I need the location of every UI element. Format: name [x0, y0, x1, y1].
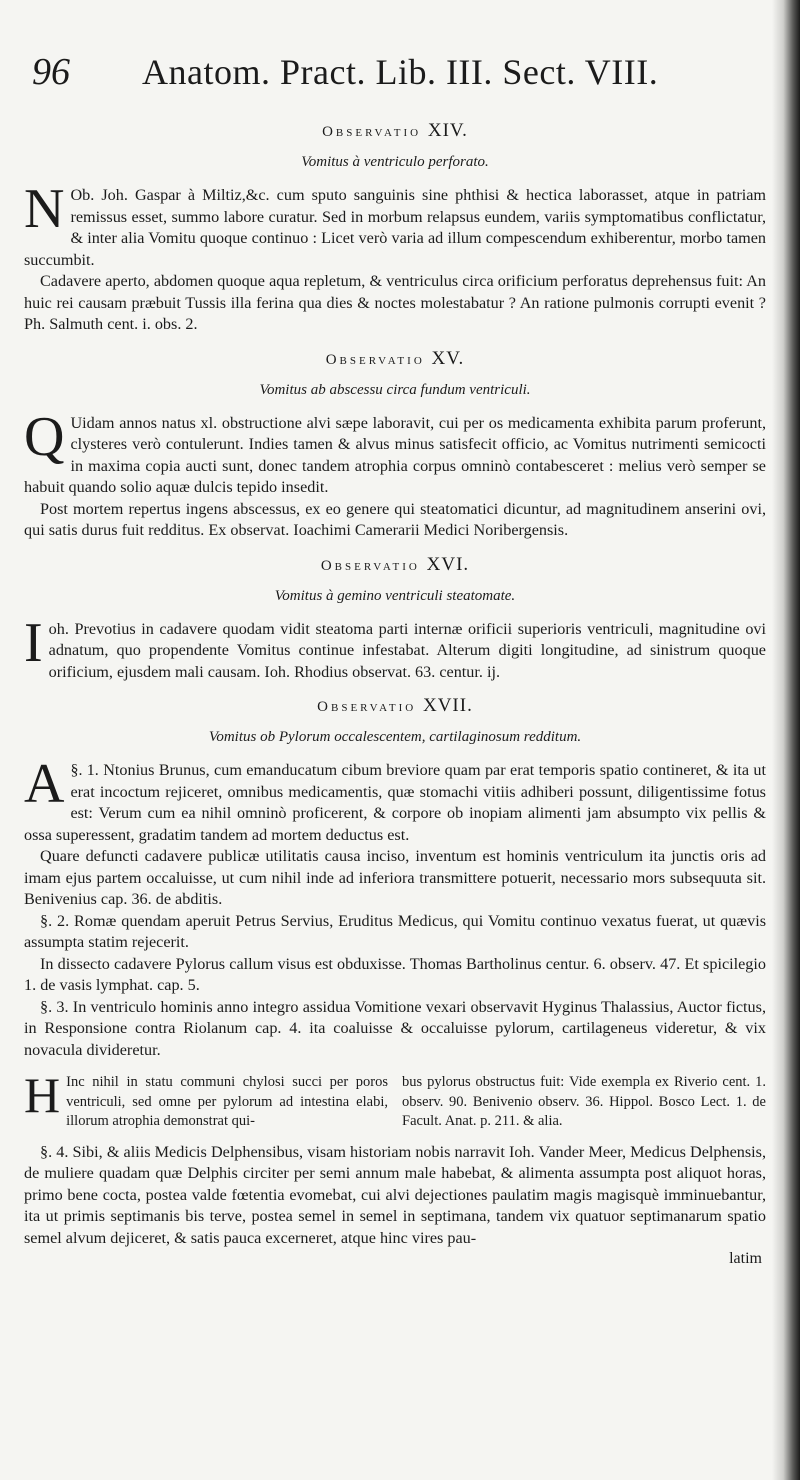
drop-cap: H: [24, 1067, 61, 1123]
observatio-numeral: XV.: [431, 347, 465, 369]
observatio-label: Observatio: [317, 699, 417, 715]
scholium-left-column: [24, 1067, 388, 1132]
observatio-14-paragraph-2: Cadavere aperto, abdomen quoque aqua repletum, & ventriculus circa orificium perforatus deprehensus fuit: An huic rei causam præbuit Tussis illa ferina qua dies & noctes molestabatur ? An ratione pulmonis corrupti evenit ? Ph. Salmuth cent. i. obs. 2.: [24, 272, 766, 333]
drop-cap: Q: [24, 405, 65, 468]
observatio-17-section-1-paragraph-2: Quare defuncti cadavere publicæ utilitatis causa inciso, inventum est hominis ventriculum ita junctis oris ad imam ejus partem occaluisse, ut cum nihil inde ad inferiora transmittere potuerit, necessario mors subsequuta sit. Benivenius cap. 36. de abditis.: [24, 847, 766, 908]
observatio-17-heading: [24, 695, 766, 717]
observatio-numeral: XIV.: [427, 120, 468, 141]
observatio-17-section-2: §. 2. Romæ quendam aperuit Petrus Servius, Eruditus Medicus, qui Vomitu continuo vexatus fuerat, ut quævis assumpta statim rejecerit.: [24, 911, 766, 951]
running-title: Anatom. Pract. Lib. III. Sect. VIII.: [142, 52, 659, 92]
observatio-label: Observatio: [325, 351, 425, 368]
observatio-16-heading: [24, 554, 766, 576]
drop-cap: I: [24, 611, 43, 674]
scholium-right-column: bus pylorus obstructus fuit: Vide exempla ex Riverio cent. 1. observ. 90. Benivenio observ. 36. Hippol. Bosco Lect. 1. de Facult. Anat. p. 211. & alia.: [402, 1074, 766, 1129]
drop-cap: N: [24, 178, 65, 240]
observatio-15-paragraph-2: Post mortem repertus ingens abscessus, ex eo genere qui steatomatici dicuntur, ad magnitudinem anserini ovi, qui satis durus fuit redditus. Ex observat. Ioachimi Camerarii Medici Noribergensis.: [24, 499, 766, 539]
observatio-16-paragraph-1: [24, 611, 766, 684]
drop-cap: A: [24, 753, 65, 815]
catchword: latim: [729, 1250, 762, 1267]
page-gutter-shadow: [772, 0, 800, 1480]
observatio-17-section-2-paragraph-2: In dissecto cadavere Pylorus callum visus est obduxisse. Thomas Bartholinus centur. 6. observ. 47. Et spicilegio 1. de vasis lymphat. cap. 5.: [24, 954, 766, 994]
observatio-numeral: XVI.: [426, 553, 470, 575]
observatio-numeral: XVII.: [422, 695, 473, 716]
observatio-15-heading: [24, 348, 766, 370]
paragraph-text: oh. Prevotius in cadavere quodam vidit steatoma parti internæ orificii superioris ventriculi, magnitudine ovi adnatum, quo propendente Vomitus continue infestabat. Alterum digiti longitudine, ad sinistrum quoque orificium, ejusdem mali causam. Ioh. Rhodius observat. 63. centur. ij.: [48, 619, 766, 681]
observatio-label: Observatio: [322, 124, 422, 140]
observatio-label: Observatio: [320, 557, 420, 574]
paragraph-text: Uidam annos natus xl. obstructione alvi sæpe laboravit, cui per os medicamenta exhibita parum proferunt, clysteres verò contulerunt. Indies tamen & alvus minus satisfecit officio, ac Vomitus nutrimenti semicocti in maxima copia aucti sunt, donec tandem atrophia corpus omninò contabesceret : melius verò semper se habuit quando solio aquæ dulcis tepido insedit.: [24, 413, 766, 496]
observatio-17-section-1: [24, 753, 767, 846]
observatio-17-section-3: §. 3. In ventriculo hominis anno integro assidua Vomitione vexari observavit Hyginus Thalassius, Auctor fictus, in Responsione contra Riolanum cap. 4. ita coaluisse & occaluisse pylorum, cartilageneus videretur, & vix novacula divideretur.: [24, 997, 766, 1059]
observatio-15-paragraph-1: [24, 405, 766, 499]
page-content: [24, 50, 766, 1269]
observatio-16-subtitle: Vomitus à gemino ventriculi steatomate.: [274, 587, 516, 604]
scholium-two-column: [24, 1067, 766, 1132]
observatio-15-subtitle: Vomitus ab abscessu circa fundum ventriculi.: [259, 381, 531, 398]
section-mark: §. 1.: [70, 762, 99, 779]
running-head: [24, 50, 766, 108]
page-number: 96: [32, 51, 70, 93]
observatio-14-heading: [24, 120, 766, 142]
scholium-left-text: Inc nihil in statu communi chylosi succi per poros ventriculi, sed omne per pylorum ad intestina elabi, illorum atrophia demonstrat qui-: [66, 1074, 388, 1129]
paragraph-text: Ntonius Brunus, cum emanducatum cibum breviore quam par erat temporis spatio contineret, & ita ut erat incoctum rejiceret, omnibus medicamentis, quæ stomachi vitiis adhiberi possunt, diligentissime fotus est: Verum cum ea nihil omninò proficerent, & corpore ob inopiam alimenti jam absumpto vix pellis & ossa superessent, gradatim tandem ad mortem deductus est.: [24, 761, 767, 844]
observatio-14-subtitle: Vomitus à ventriculo perforato.: [301, 154, 489, 170]
observatio-17-section-4: §. 4. Sibi, & aliis Medicis Delphensibus, visam historiam nobis narravit Ioh. Vander Meer, Medicus Delphensis, de muliere quadam quæ Delphis circiter per semi annum male habebat, & alimenta assumpta post aliquot horas, primo bene cocta, postea valde fœtentia evomebat, cui alvi dejectiones paulatim magis magisquè imminuebantur, ita ut primis septimanis bis terve, postea semel in semel in septimana, tandem vix quatuor septimanarum spatio semel alvum dejiceret, & satis pauca excerneret, atque hinc vires pau-: [24, 1142, 766, 1247]
paragraph-text: Ob. Joh. Gaspar à Miltiz,&c. cum sputo sanguinis sine phthisi & hectica laborasset, atque in patriam remissus esset, summo labore curatur. Sed in morbum relapsus eundem, variis symptomatibus conflictatur, & inter alia Vomitu quoque continuo : Licet verò varia ad illum compescendum exhiberentur, morbo tamen succumbit.: [24, 186, 766, 269]
observatio-17-subtitle: Vomitus ob Pylorum occalescentem, cartilaginosum redditum.: [208, 729, 582, 745]
observatio-14-paragraph-1: [24, 178, 766, 271]
